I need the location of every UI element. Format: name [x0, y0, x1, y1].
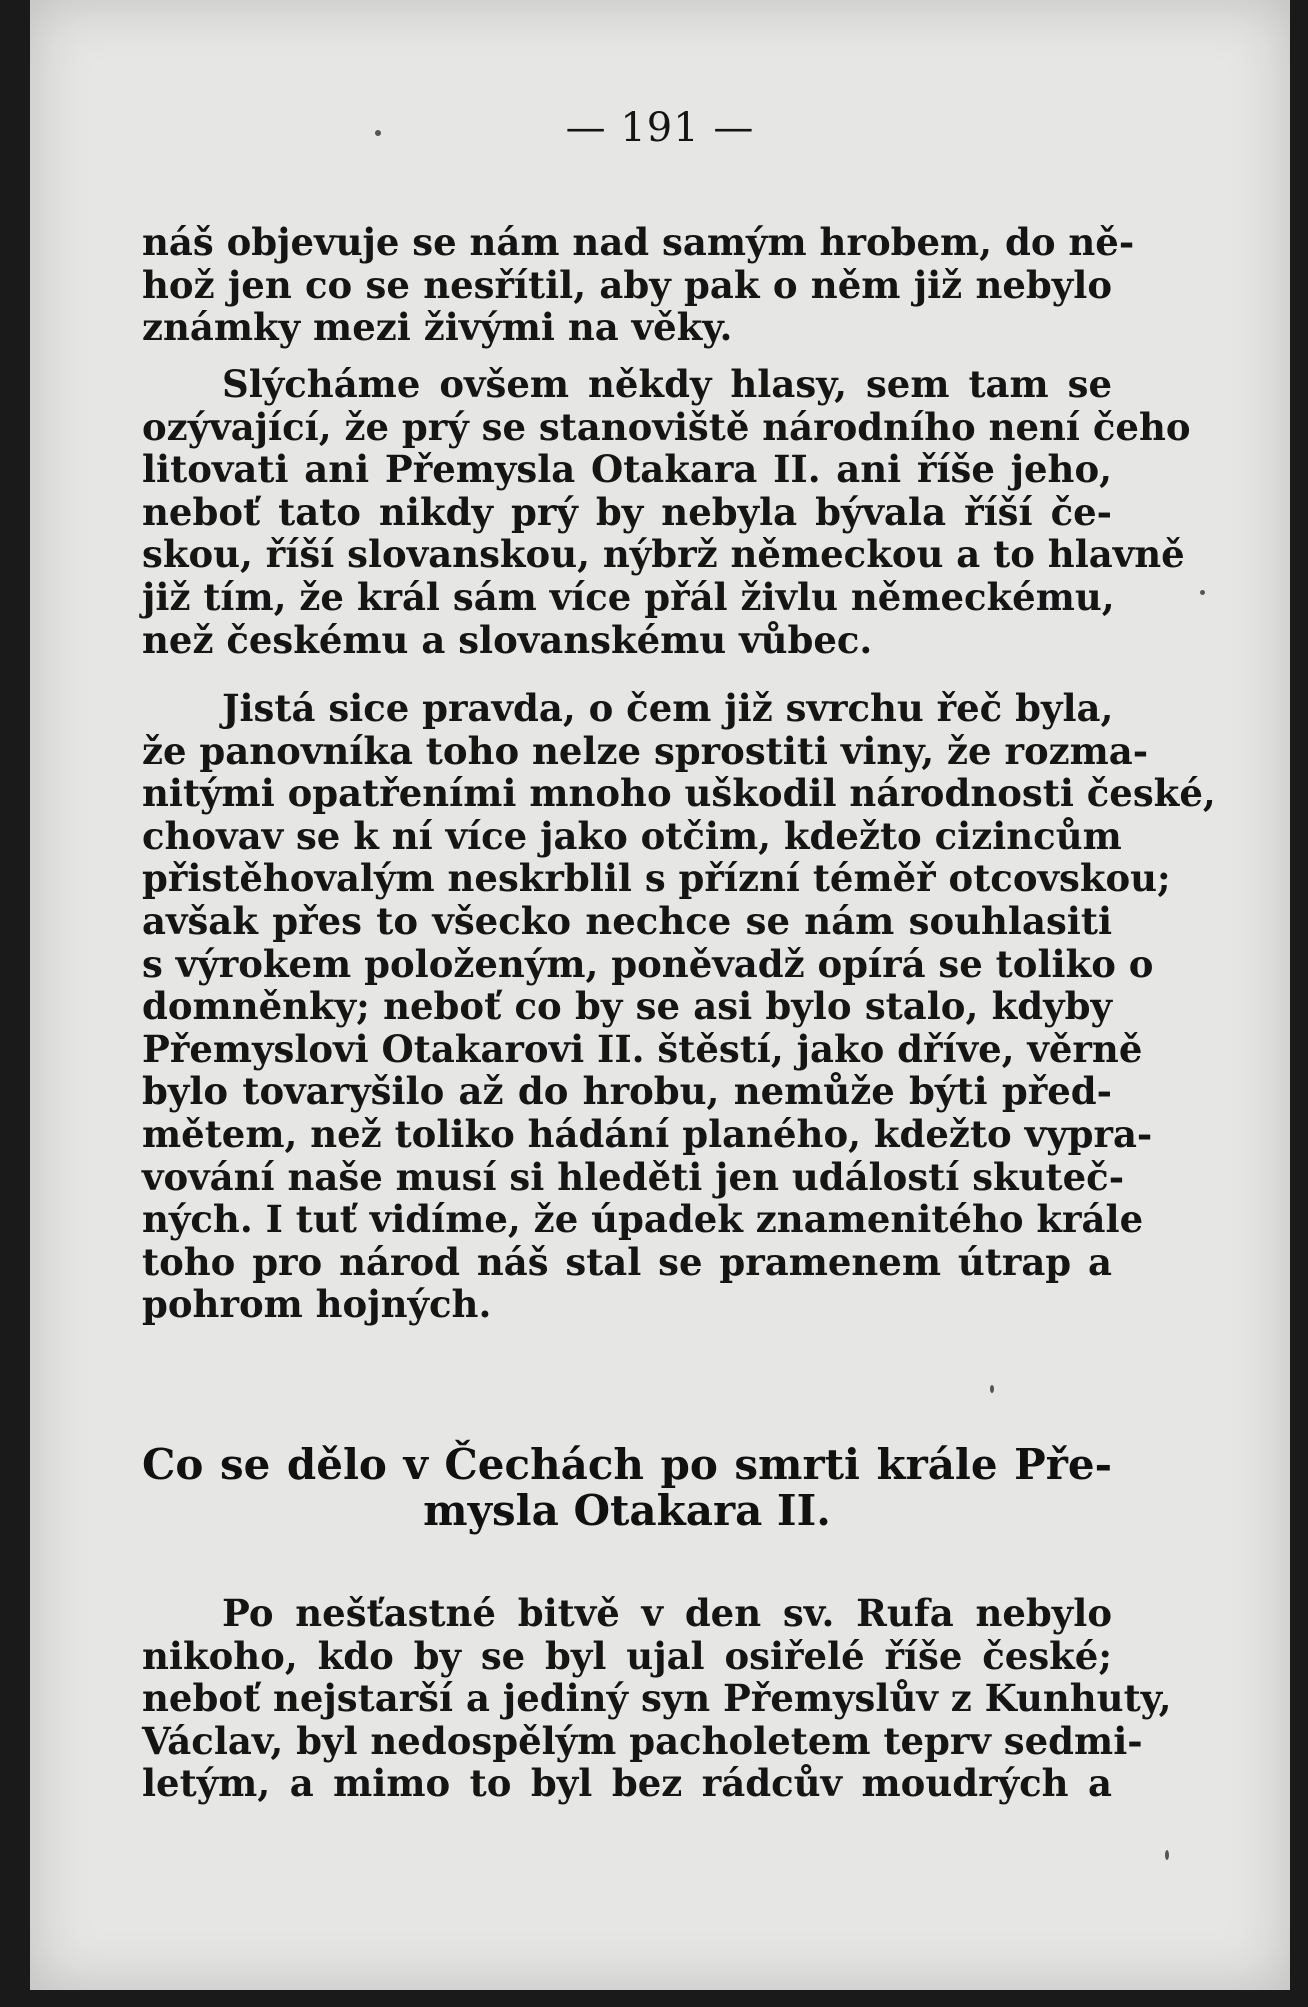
text-line: ných. I tuť vidíme, že úpadek znamenitého krále — [142, 1197, 1144, 1242]
text-line: nitými opatřeními mnoho uškodil národnosti české, — [142, 771, 1216, 816]
page-number: — 191 — — [565, 105, 755, 151]
text-line: Přemyslovi Otakarovi II. štěstí, jako dříve, věrně — [142, 1026, 1143, 1071]
text-line: již tím, že král sám více přál živlu německému, — [142, 574, 1115, 619]
text-line: hož jen co se nesřítil, aby pak o něm již nebylo — [142, 262, 1112, 307]
text-line: Václav, byl nedospělým pacholetem teprv sedmi- — [142, 1718, 1143, 1763]
text-line: Slýcháme ovšem někdy hlasy, sem tam se — [222, 362, 1112, 406]
text-line: skou, říší slovanskou, nýbrž německou a to hlavně — [142, 532, 1185, 577]
ink-speck — [990, 1385, 994, 1393]
text-line: nikoho, kdo by se byl ujal osiřelé říše české; — [142, 1633, 1112, 1678]
heading-line: mysla Otakara II. — [423, 1486, 831, 1535]
ink-speck — [1165, 1850, 1169, 1860]
text-line: litovati ani Přemysla Otakara II. ani říše jeho, — [142, 447, 1112, 492]
text-line: známky mezi živými na věky. — [142, 305, 733, 350]
text-line: ozývající, že prý se stanoviště národního není čeho — [142, 404, 1191, 449]
text-line: pohrom hojných. — [142, 1282, 492, 1327]
paragraph-1 — [142, 220, 1135, 350]
text-line: Po nešťastné bitvě v den sv. Rufa nebylo — [222, 1591, 1112, 1635]
heading-line: Co se dělo v Čechách po smrti krále Pře- — [142, 1440, 1112, 1489]
book-page — [30, 0, 1290, 1990]
text-line: domněnky; neboť co by se asi bylo stalo, kdyby — [142, 984, 1112, 1029]
text-line: mětem, než toliko hádání planého, kdežto vypra- — [142, 1111, 1153, 1156]
text-line: že panovníka toho nelze sprostiti viny, že rozma- — [142, 728, 1149, 773]
text-line: Jistá sice pravda, o čem již svrchu řeč byla, — [222, 686, 1114, 730]
text-line: náš objevuje se nám nad samým hrobem, do ně- — [142, 220, 1135, 264]
text-line: toho pro národ náš stal se pramenem útrap a — [142, 1239, 1112, 1284]
text-line: chovav se k ní více jako otčim, kdežto cizincům — [142, 813, 1122, 858]
ink-speck — [375, 130, 381, 136]
section-heading — [142, 1442, 1112, 1534]
text-line: letým, a mimo to byl bez rádcův moudrých a — [142, 1761, 1112, 1806]
text-line: přistěhovalým neskrblil s přízní téměř otcovskou; — [142, 856, 1171, 901]
text-line: než českému a slovanskému vůbec. — [142, 617, 873, 662]
text-line: neboť tato nikdy prý by nebyla bývala říší če- — [142, 489, 1112, 534]
paragraph-3 — [142, 686, 1216, 1327]
paragraph-4 — [142, 1591, 1172, 1806]
text-line: neboť nejstarší a jediný syn Přemyslův z Kunhuty, — [142, 1676, 1172, 1721]
text-line: bylo tovaryšilo až do hrobu, nemůže býti před- — [142, 1069, 1112, 1114]
paragraph-2 — [142, 362, 1191, 662]
text-line: s výrokem položeným, poněvadž opírá se toliko o — [142, 941, 1154, 986]
text-line: avšak přes to všecko nechce se nám souhlasiti — [142, 898, 1112, 943]
ink-speck — [1200, 590, 1205, 595]
text-line: vování naše musí si hleděti jen událostí skuteč- — [142, 1154, 1125, 1199]
